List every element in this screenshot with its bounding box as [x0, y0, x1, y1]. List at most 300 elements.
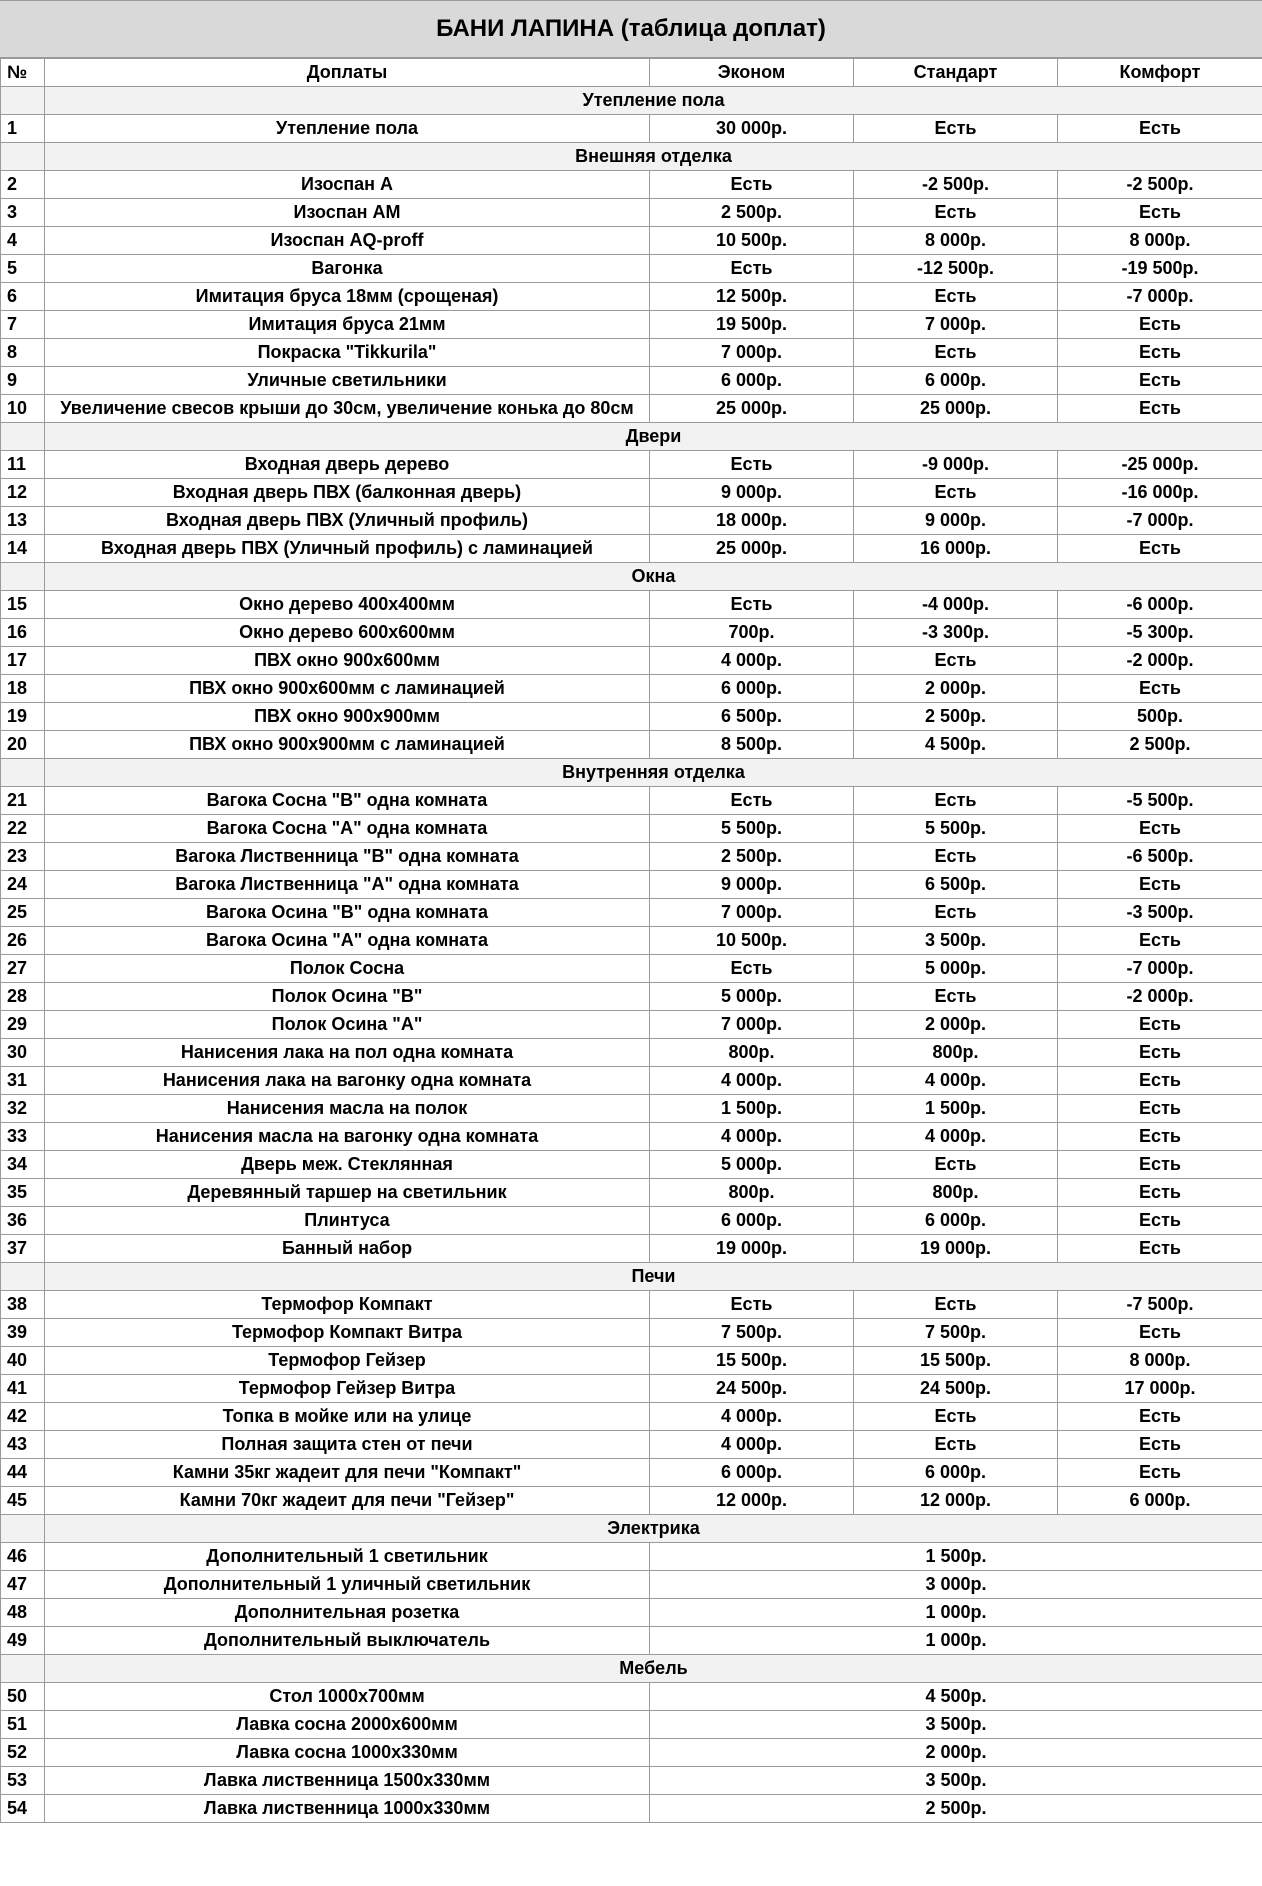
cell-standard: Есть [854, 787, 1058, 815]
cell-number: 54 [1, 1795, 45, 1823]
cell-price: 2 500р. [650, 1795, 1262, 1823]
cell-econom: 6 000р. [650, 675, 854, 703]
cell-comfort: Есть [1058, 1123, 1262, 1151]
table-row [1, 451, 1262, 479]
cell-comfort: 8 000р. [1058, 227, 1262, 255]
cell-number: 43 [1, 1431, 45, 1459]
cell-item: Камни 35кг жадеит для печи "Компакт" [45, 1459, 650, 1487]
table-row [1, 1375, 1262, 1403]
cell-number: 23 [1, 843, 45, 871]
section-title: Мебель [45, 1655, 1262, 1683]
table-row [1, 591, 1262, 619]
cell-econom: 9 000р. [650, 479, 854, 507]
cell-item: ПВХ окно 900х600мм с ламинацией [45, 675, 650, 703]
table-row [1, 731, 1262, 759]
cell-comfort: Есть [1058, 927, 1262, 955]
table-row [1, 1571, 1262, 1599]
cell-comfort: Есть [1058, 395, 1262, 423]
table-row [1, 1347, 1262, 1375]
table-row [1, 1291, 1262, 1319]
cell-price: 1 000р. [650, 1599, 1262, 1627]
cell-comfort: 2 500р. [1058, 731, 1262, 759]
cell-econom: 10 500р. [650, 227, 854, 255]
table-body [1, 59, 1262, 1823]
cell-econom: 4 000р. [650, 647, 854, 675]
cell-econom: 6 000р. [650, 1459, 854, 1487]
cell-item: ПВХ окно 900х900мм [45, 703, 650, 731]
cell-standard: 2 500р. [854, 703, 1058, 731]
cell-item: Вагока Лиственница "А" одна комната [45, 871, 650, 899]
cell-item: Нанисения масла на вагонку одна комната [45, 1123, 650, 1151]
section-title: Электрика [45, 1515, 1262, 1543]
cell-econom: Есть [650, 451, 854, 479]
cell-number: 24 [1, 871, 45, 899]
section-blank-cell [1, 143, 45, 171]
cell-standard: 16 000р. [854, 535, 1058, 563]
table-row [1, 1403, 1262, 1431]
cell-price: 4 500р. [650, 1683, 1262, 1711]
cell-econom: 15 500р. [650, 1347, 854, 1375]
cell-item: Входная дверь ПВХ (Уличный профиль) [45, 507, 650, 535]
cell-econom: 1 500р. [650, 1095, 854, 1123]
cell-econom: 30 000р. [650, 115, 854, 143]
cell-standard: 25 000р. [854, 395, 1058, 423]
section-row [1, 759, 1262, 787]
section-row [1, 1515, 1262, 1543]
cell-price: 2 000р. [650, 1739, 1262, 1767]
header-standard: Стандарт [854, 59, 1058, 87]
cell-number: 50 [1, 1683, 45, 1711]
cell-standard: 6 000р. [854, 1459, 1058, 1487]
cell-item: Вагока Лиственница "В" одна комната [45, 843, 650, 871]
section-row [1, 143, 1262, 171]
table-row [1, 367, 1262, 395]
section-title: Утепление пола [45, 87, 1262, 115]
cell-item: Нанисения лака на вагонку одна комната [45, 1067, 650, 1095]
cell-standard: 24 500р. [854, 1375, 1058, 1403]
cell-comfort: Есть [1058, 535, 1262, 563]
table-row [1, 1095, 1262, 1123]
cell-item: Топка в мойке или на улице [45, 1403, 650, 1431]
cell-number: 52 [1, 1739, 45, 1767]
section-blank-cell [1, 1655, 45, 1683]
cell-standard: 6 500р. [854, 871, 1058, 899]
cell-econom: 4 000р. [650, 1431, 854, 1459]
cell-item: Камни 70кг жадеит для печи "Гейзер" [45, 1487, 650, 1515]
cell-econom: 4 000р. [650, 1123, 854, 1151]
cell-item: Стол 1000х700мм [45, 1683, 650, 1711]
cell-econom: 5 500р. [650, 815, 854, 843]
cell-number: 41 [1, 1375, 45, 1403]
cell-econom: 12 500р. [650, 283, 854, 311]
cell-item: Входная дверь ПВХ (балконная дверь) [45, 479, 650, 507]
section-row [1, 563, 1262, 591]
cell-econom: 7 000р. [650, 1011, 854, 1039]
cell-standard: Есть [854, 479, 1058, 507]
header-row [1, 59, 1262, 87]
cell-standard: 7 000р. [854, 311, 1058, 339]
cell-standard: 12 000р. [854, 1487, 1058, 1515]
cell-standard: 4 500р. [854, 731, 1058, 759]
cell-item: Дополнительный выключатель [45, 1627, 650, 1655]
cell-item: Имитация бруса 21мм [45, 311, 650, 339]
table-row [1, 311, 1262, 339]
cell-standard: Есть [854, 283, 1058, 311]
cell-number: 31 [1, 1067, 45, 1095]
cell-comfort: 500р. [1058, 703, 1262, 731]
cell-comfort: -2 500р. [1058, 171, 1262, 199]
cell-number: 12 [1, 479, 45, 507]
cell-comfort: Есть [1058, 311, 1262, 339]
cell-standard: Есть [854, 843, 1058, 871]
cell-item: Термофор Компакт Витра [45, 1319, 650, 1347]
cell-econom: 19 000р. [650, 1235, 854, 1263]
cell-standard: Есть [854, 1291, 1058, 1319]
cell-standard: 4 000р. [854, 1067, 1058, 1095]
cell-number: 28 [1, 983, 45, 1011]
cell-item: Дополнительный 1 уличный светильник [45, 1571, 650, 1599]
cell-number: 33 [1, 1123, 45, 1151]
cell-number: 29 [1, 1011, 45, 1039]
cell-econom: 8 500р. [650, 731, 854, 759]
cell-comfort: Есть [1058, 1095, 1262, 1123]
table-row [1, 1151, 1262, 1179]
cell-number: 53 [1, 1767, 45, 1795]
cell-comfort: Есть [1058, 1067, 1262, 1095]
cell-item: Вагока Осина "В" одна комната [45, 899, 650, 927]
cell-comfort: -7 500р. [1058, 1291, 1262, 1319]
cell-number: 26 [1, 927, 45, 955]
cell-comfort: -3 500р. [1058, 899, 1262, 927]
cell-econom: 6 000р. [650, 1207, 854, 1235]
cell-econom: 7 000р. [650, 339, 854, 367]
cell-item: Полок Сосна [45, 955, 650, 983]
cell-econom: 700р. [650, 619, 854, 647]
cell-item: Покраска "Tikkurila" [45, 339, 650, 367]
cell-standard: 15 500р. [854, 1347, 1058, 1375]
cell-number: 46 [1, 1543, 45, 1571]
cell-standard: -2 500р. [854, 171, 1058, 199]
table-row [1, 339, 1262, 367]
cell-number: 10 [1, 395, 45, 423]
cell-standard: -9 000р. [854, 451, 1058, 479]
cell-comfort: 17 000р. [1058, 1375, 1262, 1403]
cell-comfort: Есть [1058, 1403, 1262, 1431]
table-row [1, 955, 1262, 983]
table-row [1, 1487, 1262, 1515]
cell-number: 17 [1, 647, 45, 675]
cell-comfort: Есть [1058, 1039, 1262, 1067]
cell-item: Окно дерево 400х400мм [45, 591, 650, 619]
table-row [1, 1067, 1262, 1095]
cell-comfort: Есть [1058, 1459, 1262, 1487]
cell-number: 3 [1, 199, 45, 227]
cell-item: Дополнительная розетка [45, 1599, 650, 1627]
cell-comfort: Есть [1058, 339, 1262, 367]
cell-comfort: Есть [1058, 1319, 1262, 1347]
cell-comfort: -7 000р. [1058, 955, 1262, 983]
cell-item: Вагока Сосна "В" одна комната [45, 787, 650, 815]
cell-standard: 6 000р. [854, 367, 1058, 395]
cell-standard: -4 000р. [854, 591, 1058, 619]
section-row [1, 1263, 1262, 1291]
table-row [1, 227, 1262, 255]
cell-comfort: Есть [1058, 1431, 1262, 1459]
cell-standard: 7 500р. [854, 1319, 1058, 1347]
cell-number: 47 [1, 1571, 45, 1599]
cell-number: 44 [1, 1459, 45, 1487]
cell-econom: 19 500р. [650, 311, 854, 339]
cell-item: Окно дерево 600х600мм [45, 619, 650, 647]
cell-item: Нанисения масла на полок [45, 1095, 650, 1123]
cell-item: Имитация бруса 18мм (срощеная) [45, 283, 650, 311]
table-row [1, 899, 1262, 927]
table-row [1, 1123, 1262, 1151]
cell-comfort: Есть [1058, 871, 1262, 899]
table-row [1, 1235, 1262, 1263]
table-row [1, 535, 1262, 563]
cell-comfort: -5 300р. [1058, 619, 1262, 647]
cell-comfort: Есть [1058, 1011, 1262, 1039]
cell-econom: 18 000р. [650, 507, 854, 535]
cell-comfort: Есть [1058, 199, 1262, 227]
cell-number: 39 [1, 1319, 45, 1347]
cell-item: Утепление пола [45, 115, 650, 143]
section-title: Окна [45, 563, 1262, 591]
cell-econom: Есть [650, 787, 854, 815]
cell-standard: 8 000р. [854, 227, 1058, 255]
table-row [1, 1207, 1262, 1235]
cell-comfort: Есть [1058, 675, 1262, 703]
sheet-title: БАНИ ЛАПИНА (таблица доплат) [0, 0, 1262, 58]
cell-item: Лавка лиственница 1000х330мм [45, 1795, 650, 1823]
cell-comfort: -2 000р. [1058, 983, 1262, 1011]
cell-number: 32 [1, 1095, 45, 1123]
cell-item: Полок Осина "А" [45, 1011, 650, 1039]
section-blank-cell [1, 1515, 45, 1543]
cell-item: Входная дверь дерево [45, 451, 650, 479]
cell-item: Плинтуса [45, 1207, 650, 1235]
cell-econom: Есть [650, 591, 854, 619]
cell-standard: 19 000р. [854, 1235, 1058, 1263]
cell-econom: 6 000р. [650, 367, 854, 395]
cell-standard: Есть [854, 1151, 1058, 1179]
cell-item: Увеличение свесов крыши до 30см, увеличение конька до 80см [45, 395, 650, 423]
cell-standard: 3 500р. [854, 927, 1058, 955]
cell-comfort: -2 000р. [1058, 647, 1262, 675]
cell-price: 3 500р. [650, 1711, 1262, 1739]
cell-econom: 2 500р. [650, 843, 854, 871]
table-row [1, 871, 1262, 899]
cell-comfort: 6 000р. [1058, 1487, 1262, 1515]
cell-number: 40 [1, 1347, 45, 1375]
table-row [1, 787, 1262, 815]
table-row [1, 1431, 1262, 1459]
cell-number: 14 [1, 535, 45, 563]
table-row [1, 619, 1262, 647]
cell-item: Лавка сосна 1000х330мм [45, 1739, 650, 1767]
cell-number: 1 [1, 115, 45, 143]
cell-item: Полная защита стен от печи [45, 1431, 650, 1459]
table-row [1, 815, 1262, 843]
cell-standard: Есть [854, 647, 1058, 675]
table-row [1, 171, 1262, 199]
cell-standard: Есть [854, 199, 1058, 227]
cell-price: 3 000р. [650, 1571, 1262, 1599]
table-row [1, 199, 1262, 227]
cell-standard: 1 500р. [854, 1095, 1058, 1123]
section-row [1, 423, 1262, 451]
cell-standard: Есть [854, 1403, 1058, 1431]
table-row [1, 115, 1262, 143]
cell-econom: Есть [650, 255, 854, 283]
cell-number: 19 [1, 703, 45, 731]
section-blank-cell [1, 87, 45, 115]
table-row [1, 1011, 1262, 1039]
cell-standard: Есть [854, 983, 1058, 1011]
table-row [1, 1683, 1262, 1711]
cell-item: Термофор Гейзер Витра [45, 1375, 650, 1403]
cell-comfort: -6 000р. [1058, 591, 1262, 619]
header-econom: Эконом [650, 59, 854, 87]
section-title: Печи [45, 1263, 1262, 1291]
cell-econom: 25 000р. [650, 535, 854, 563]
table-row [1, 1179, 1262, 1207]
cell-number: 38 [1, 1291, 45, 1319]
cell-number: 16 [1, 619, 45, 647]
cell-standard: Есть [854, 115, 1058, 143]
cell-item: Дополнительный 1 светильник [45, 1543, 650, 1571]
cell-price: 1 500р. [650, 1543, 1262, 1571]
cell-item: ПВХ окно 900х900мм с ламинацией [45, 731, 650, 759]
cell-item: Изоспан AQ-proff [45, 227, 650, 255]
cell-comfort: Есть [1058, 1179, 1262, 1207]
table-row [1, 507, 1262, 535]
cell-number: 48 [1, 1599, 45, 1627]
table-row [1, 255, 1262, 283]
table-row [1, 983, 1262, 1011]
cell-standard: 4 000р. [854, 1123, 1058, 1151]
cell-comfort: -25 000р. [1058, 451, 1262, 479]
cell-item: Банный набор [45, 1235, 650, 1263]
cell-item: Вагока Осина "А" одна комната [45, 927, 650, 955]
cell-standard: Есть [854, 1431, 1058, 1459]
cell-number: 6 [1, 283, 45, 311]
table-row [1, 1319, 1262, 1347]
cell-econom: 10 500р. [650, 927, 854, 955]
cell-item: Изоспан АМ [45, 199, 650, 227]
cell-comfort: Есть [1058, 815, 1262, 843]
table-row [1, 675, 1262, 703]
cell-econom: 800р. [650, 1179, 854, 1207]
table-row [1, 703, 1262, 731]
cell-standard: 2 000р. [854, 1011, 1058, 1039]
cell-number: 30 [1, 1039, 45, 1067]
cell-item: ПВХ окно 900х600мм [45, 647, 650, 675]
cell-standard: -12 500р. [854, 255, 1058, 283]
cell-standard: -3 300р. [854, 619, 1058, 647]
cell-comfort: Есть [1058, 1207, 1262, 1235]
section-title: Внутренняя отделка [45, 759, 1262, 787]
cell-number: 8 [1, 339, 45, 367]
section-blank-cell [1, 563, 45, 591]
cell-comfort: Есть [1058, 115, 1262, 143]
cell-econom: 7 500р. [650, 1319, 854, 1347]
table-row [1, 283, 1262, 311]
cell-number: 2 [1, 171, 45, 199]
section-blank-cell [1, 423, 45, 451]
cell-item: Термофор Гейзер [45, 1347, 650, 1375]
cell-number: 42 [1, 1403, 45, 1431]
cell-standard: Есть [854, 899, 1058, 927]
table-row [1, 395, 1262, 423]
cell-econom: Есть [650, 1291, 854, 1319]
cell-comfort: -7 000р. [1058, 507, 1262, 535]
cell-number: 15 [1, 591, 45, 619]
cell-econom: 12 000р. [650, 1487, 854, 1515]
cell-econom: 5 000р. [650, 1151, 854, 1179]
cell-econom: 9 000р. [650, 871, 854, 899]
cell-number: 11 [1, 451, 45, 479]
cell-econom: 5 000р. [650, 983, 854, 1011]
cell-item: Нанисения лака на пол одна комната [45, 1039, 650, 1067]
cell-standard: 800р. [854, 1039, 1058, 1067]
table-row [1, 1599, 1262, 1627]
cell-number: 21 [1, 787, 45, 815]
cell-comfort: -19 500р. [1058, 255, 1262, 283]
cell-number: 37 [1, 1235, 45, 1263]
table-row [1, 1039, 1262, 1067]
cell-number: 36 [1, 1207, 45, 1235]
table-row [1, 1711, 1262, 1739]
cell-number: 27 [1, 955, 45, 983]
cell-econom: 6 500р. [650, 703, 854, 731]
cell-comfort: -16 000р. [1058, 479, 1262, 507]
cell-econom: 24 500р. [650, 1375, 854, 1403]
cell-comfort: Есть [1058, 1235, 1262, 1263]
cell-standard: 5 000р. [854, 955, 1058, 983]
table-row [1, 1767, 1262, 1795]
cell-econom: 7 000р. [650, 899, 854, 927]
cell-price: 3 500р. [650, 1767, 1262, 1795]
table-row [1, 1459, 1262, 1487]
section-blank-cell [1, 1263, 45, 1291]
cell-comfort: -6 500р. [1058, 843, 1262, 871]
section-title: Двери [45, 423, 1262, 451]
cell-number: 45 [1, 1487, 45, 1515]
cell-number: 51 [1, 1711, 45, 1739]
cell-econom: Есть [650, 955, 854, 983]
cell-number: 18 [1, 675, 45, 703]
section-row [1, 1655, 1262, 1683]
cell-item: Уличные светильники [45, 367, 650, 395]
header-number: № [1, 59, 45, 87]
table-row [1, 647, 1262, 675]
cell-econom: Есть [650, 171, 854, 199]
cell-standard: 2 000р. [854, 675, 1058, 703]
cell-standard: 800р. [854, 1179, 1058, 1207]
cell-comfort: 8 000р. [1058, 1347, 1262, 1375]
surcharge-table [0, 58, 1262, 1823]
cell-number: 25 [1, 899, 45, 927]
section-row [1, 87, 1262, 115]
cell-number: 5 [1, 255, 45, 283]
table-row [1, 1739, 1262, 1767]
cell-number: 49 [1, 1627, 45, 1655]
cell-standard: 9 000р. [854, 507, 1058, 535]
cell-item: Лавка лиственница 1500х330мм [45, 1767, 650, 1795]
cell-econom: 800р. [650, 1039, 854, 1067]
